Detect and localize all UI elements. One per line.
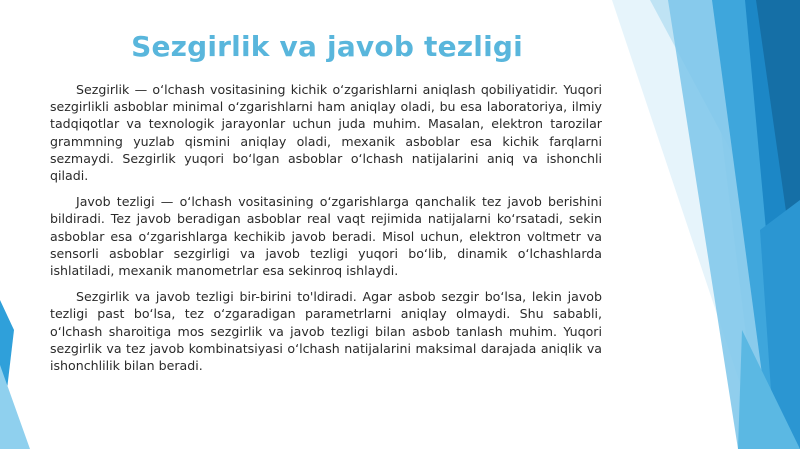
paragraph-conclusion: Sezgirlik va javob tezligi bir-birini to'ldiradi. Agar asbob sezgir bo‘lsa, lekin javob tezligi past bo‘lsa, tez o‘zgaradigan parametrlarni aniqlay olmaydi. Shu sababli, o‘lchash sharoitiga mos sezgirlik va javob tezligi bilan asbob tanlash muhim. Yuqori sezgirlik va tez javob kombinatsiyasi o‘lchash natijalarini maksimal darajada aniqlik va ishonchlilik bilan beradi.: [50, 289, 602, 374]
slide-title: Sezgirlik va javob tezligi: [131, 30, 523, 63]
slide-body: [50, 81, 602, 383]
left-facet-small: [0, 365, 30, 449]
paragraph-response-speed: Javob tezligi — o‘lchash vositasining o‘zgarishlarga qanchalik tez javob berishini bildiradi. Tez javob beradigan asboblar real vaqt rejimida natijalarni ko‘rsatadi, sekin asboblar esa o‘zgarishlarga kechikib javob beradi. Misol uchun, elektron voltmetr va sensorli asboblar sezgirligi va javob tezligi yuqori bo‘lib, dinamik o‘lchashlarda ishlatiladi, mexanik manometrlar esa sekinroq ishlaydi.: [50, 194, 602, 279]
paragraph-sensitivity: Sezgirlik — o‘lchash vositasining kichik o‘zgarishlarni aniqlash qobiliyatidir. Yuqori sezgirlikli asboblar minimal o‘zgarishlarni ham aniqlay oladi, bu esa laboratoriya, ilmiy tadqiqotlar va texnologik jarayonlar uchun juda muhim. Masalan, elektron tarozilar grammning yuzlab qismini aniqlay oladi, mexanik asboblar esa kichik farqlarni sezmaydi. Sezgirlik yuqori bo‘lgan asboblar o‘lchash natijalarini aniq va ishonchli qiladi.: [50, 82, 602, 184]
